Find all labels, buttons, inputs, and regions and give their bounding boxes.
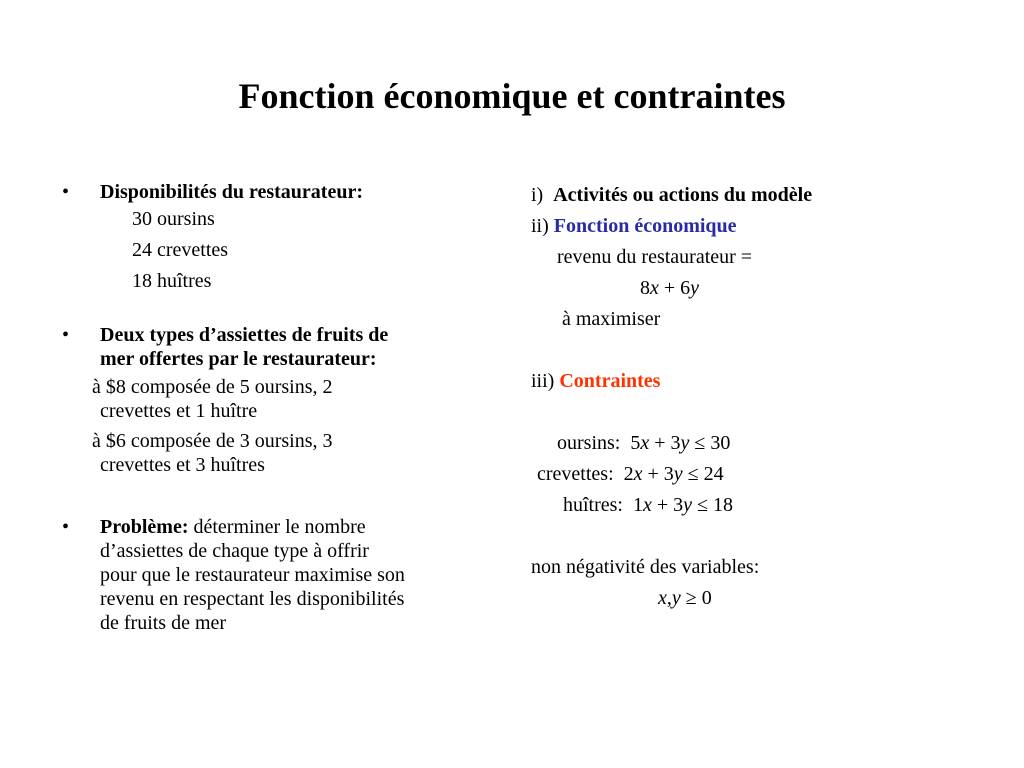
section-iii-prefix: iii): [531, 370, 560, 392]
dispo-item: 24 crevettes: [132, 239, 229, 261]
probleme-line2: d’assiettes de chaque type à offrir: [100, 540, 369, 562]
offer-8-line1: à $8 composée de 5 oursins, 2: [92, 376, 333, 398]
section-ii-text: Fonction économique: [553, 215, 737, 237]
constraint-label: huîtres: 1: [563, 494, 643, 516]
bullet-probleme: [62, 515, 502, 635]
probleme-line1: [100, 515, 502, 539]
constraint-huitres: [531, 490, 991, 521]
offer-6-line1: à $6 composée de 3 oursins, 3: [92, 430, 333, 452]
offer-8-line2: crevettes et 1 huître: [100, 400, 258, 422]
maximiser-line: à maximiser: [562, 308, 661, 330]
section-i: [531, 180, 991, 211]
probleme-line3: pour que le restaurateur maximise son: [100, 564, 405, 586]
right-column: [531, 180, 991, 614]
revenu-line: revenu du restaurateur =: [557, 246, 753, 268]
constraint-var-x: x: [643, 494, 652, 516]
probleme-label: Problème:: [100, 516, 189, 538]
dispo-heading: Disponibilités du restaurateur:: [100, 181, 363, 203]
section-iii-text: Contraintes: [559, 370, 661, 392]
constraint-label: oursins: 5: [557, 432, 641, 454]
constraint-rhs: ≤ 24: [682, 463, 724, 485]
nonneg-var-x: x: [658, 587, 667, 609]
constraint-mid: + 3: [649, 432, 681, 454]
constraint-rhs: ≤ 30: [689, 432, 731, 454]
constraint-rhs: ≤ 18: [692, 494, 734, 516]
constraint-var-y: y: [680, 432, 690, 454]
dispo-item: 30 oursins: [132, 208, 215, 230]
section-iii: [531, 366, 991, 397]
section-ii-prefix: ii): [531, 215, 554, 237]
constraint-mid: + 3: [642, 463, 674, 485]
spacer: [531, 335, 991, 366]
types-heading-line2: mer offertes par le restaurateur:: [100, 348, 377, 370]
bullet-types: [62, 323, 502, 371]
probleme-line4: revenu en respectant les disponibilités: [100, 588, 405, 610]
bullet-icon: •: [62, 181, 70, 203]
objective-op: + 6: [658, 277, 691, 299]
constraint-var-x: x: [633, 463, 643, 485]
constraint-label: crevettes: 2: [537, 463, 634, 485]
section-ii: [531, 211, 991, 242]
bullet-icon: •: [62, 516, 70, 538]
constraint-var-x: x: [640, 432, 650, 454]
nonneg-rhs: ≥ 0: [680, 587, 712, 609]
slide-title: Fonction économique et contraintes: [238, 76, 786, 116]
offer-8: [62, 375, 502, 423]
probleme-line5: de fruits de mer: [100, 612, 227, 634]
bullet-disponibilites: [62, 180, 502, 204]
objective-coef: 8: [640, 277, 650, 299]
offer-6: [62, 429, 502, 477]
objective-var-y: y: [690, 277, 700, 299]
constraint-var-y: y: [673, 463, 683, 485]
section-i-prefix: i): [531, 184, 554, 206]
constraint-var-y: y: [683, 494, 693, 516]
dispo-list: [62, 204, 502, 297]
left-column: [62, 180, 502, 635]
objective-line: [531, 273, 991, 304]
constraint-oursins: [531, 428, 991, 459]
spacer: [531, 521, 991, 552]
dispo-item: 18 huîtres: [132, 270, 212, 292]
offer-6-line2: crevettes et 3 huîtres: [100, 454, 265, 476]
nonneg-line: non négativité des variables:: [531, 556, 760, 578]
bullet-icon: •: [62, 324, 70, 346]
spacer: [531, 397, 991, 428]
types-heading-line1: Deux types d’assiettes de fruits de: [100, 324, 389, 346]
nonneg-expr: [531, 583, 991, 614]
section-i-text: Activités ou actions du modèle: [553, 184, 813, 206]
nonneg-var-y: y: [671, 587, 681, 609]
constraint-mid: + 3: [651, 494, 684, 516]
probleme-text-1: déterminer le nombre: [188, 516, 366, 538]
constraint-crevettes: [531, 459, 991, 490]
nonneg-comma: ,: [666, 587, 672, 609]
objective-var-x: x: [650, 277, 659, 299]
